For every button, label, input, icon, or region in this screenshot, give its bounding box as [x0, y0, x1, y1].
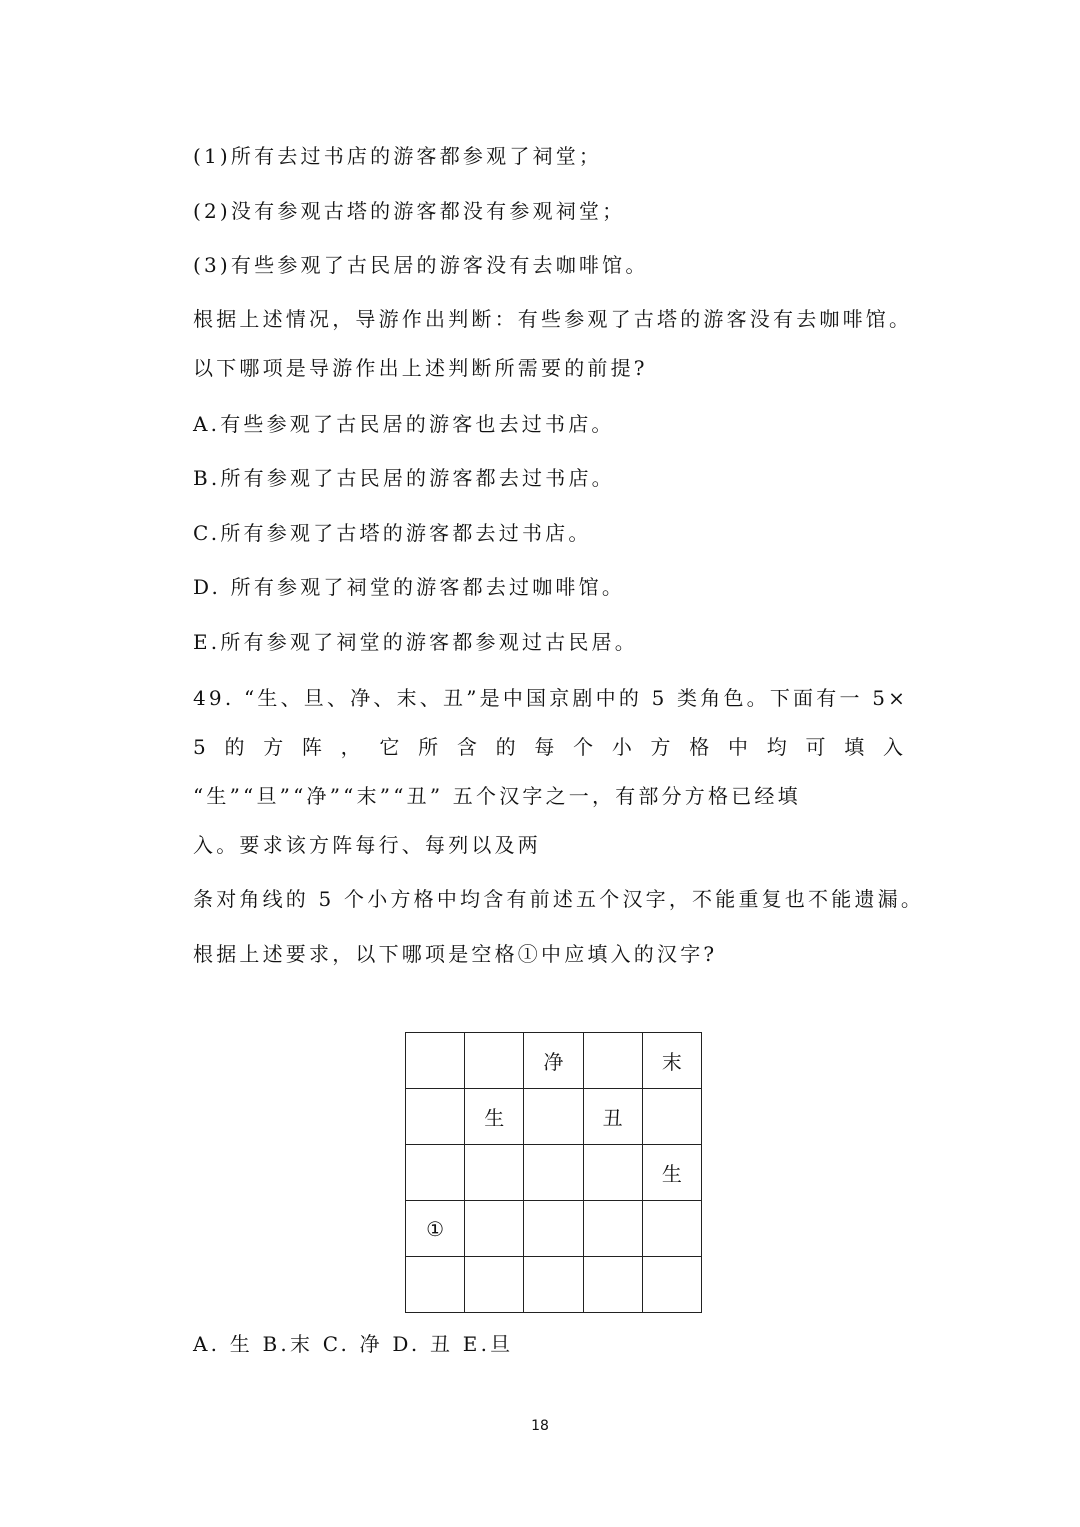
grid-cell: [465, 1257, 524, 1313]
q49-line-6: 根据上述要求，以下哪项是空格①中应填入的汉字?: [193, 942, 718, 966]
q49-line-2-char: 每: [534, 735, 555, 759]
grid-cell: [642, 1201, 701, 1257]
grid-cell: [524, 1089, 583, 1145]
q49-line-2-char: 入: [882, 735, 903, 759]
q49-line-2-char: 个: [573, 735, 594, 759]
grid-row: [406, 1257, 702, 1313]
q49-line-2-char: 可: [805, 735, 826, 759]
grid-cell: [406, 1145, 465, 1201]
grid-cell: [524, 1201, 583, 1257]
q49-line-3: “生”“旦”“净”“末”“丑” 五个汉字之一，有部分方格已经填: [193, 784, 801, 808]
grid-cell: [583, 1145, 642, 1201]
grid-cell: [642, 1089, 701, 1145]
q49-line-4: 入。要求该方阵每行、每列以及两: [193, 833, 541, 857]
page-number: 18: [531, 1418, 549, 1434]
condition-2: (2)没有参观古塔的游客都没有参观祠堂；: [193, 199, 626, 223]
grid-cell: [465, 1201, 524, 1257]
grid-row: [406, 1033, 702, 1089]
grid-cell: [583, 1257, 642, 1313]
grid-cell: [524, 1145, 583, 1201]
grid-cell: [406, 1033, 465, 1089]
option-c: C.所有参观了古塔的游客都去过书店。: [193, 521, 592, 545]
q49-line-2-char: 含: [456, 735, 477, 759]
grid-cell: [406, 1257, 465, 1313]
q49-line-2-char: 格: [689, 735, 710, 759]
q49-line-2-char: 它: [379, 735, 400, 759]
q49-line-2-char: 填: [844, 735, 865, 759]
grid-cell: 生: [465, 1089, 524, 1145]
q49-line-2-char: ，: [340, 735, 361, 759]
answer-options: A. 生 B.末 C. 净 D. 丑 E.旦: [193, 1332, 514, 1356]
q49-line-2-char: 方: [650, 735, 671, 759]
grid-cell: 生: [642, 1145, 701, 1201]
grid-cell: 末: [642, 1033, 701, 1089]
grid-row: [406, 1145, 702, 1201]
option-b: B.所有参观了古民居的游客都去过书店。: [193, 466, 615, 490]
grid-cell: 净: [524, 1033, 583, 1089]
q49-line-2-char: 阵: [301, 735, 322, 759]
question-text: 以下哪项是导游作出上述判断所需要的前提?: [193, 356, 648, 380]
grid-cell: [406, 1089, 465, 1145]
square-grid: [405, 1032, 702, 1313]
q49-line-2-char: 小: [611, 735, 632, 759]
grid-cell: ①: [406, 1201, 465, 1257]
q49-line-2-char: 的: [224, 735, 245, 759]
q49-line-1: 49. “生、旦、净、末、丑”是中国京剧中的 5 类角色。下面有一 5×: [193, 686, 909, 710]
grid-row: [406, 1089, 702, 1145]
grid-cell: [524, 1257, 583, 1313]
q49-line-2-char: 5: [193, 735, 206, 759]
option-a: A.有些参观了古民居的游客也去过书店。: [193, 412, 615, 436]
condition-3: (3)有些参观了古民居的游客没有去咖啡馆。: [193, 253, 649, 277]
option-d: D. 所有参观了祠堂的游客都去过咖啡馆。: [193, 575, 626, 599]
q49-line-5: 条对角线的 5 个小方格中均含有前述五个汉字，不能重复也不能遗漏。: [193, 887, 925, 911]
q49-line-2-char: 的: [495, 735, 516, 759]
grid-cell: [465, 1033, 524, 1089]
condition-1: (1)所有去过书店的游客都参观了祠堂；: [193, 144, 603, 168]
grid-cell: [642, 1257, 701, 1313]
grid-row: [406, 1201, 702, 1257]
option-e: E.所有参观了祠堂的游客都参观过古民居。: [193, 630, 638, 654]
grid-cell: [583, 1201, 642, 1257]
q49-line-2-char: 中: [728, 735, 749, 759]
judgment-text: 根据上述情况，导游作出判断：有些参观了古塔的游客没有去咖啡馆。: [193, 307, 913, 331]
q49-line-2-char: 所: [418, 735, 439, 759]
q49-line-2-char: 均: [766, 735, 787, 759]
grid-cell: [583, 1033, 642, 1089]
grid-cell: [465, 1145, 524, 1201]
q49-line-2: [193, 733, 903, 761]
grid-cell: 丑: [583, 1089, 642, 1145]
q49-line-2-char: 方: [263, 735, 284, 759]
